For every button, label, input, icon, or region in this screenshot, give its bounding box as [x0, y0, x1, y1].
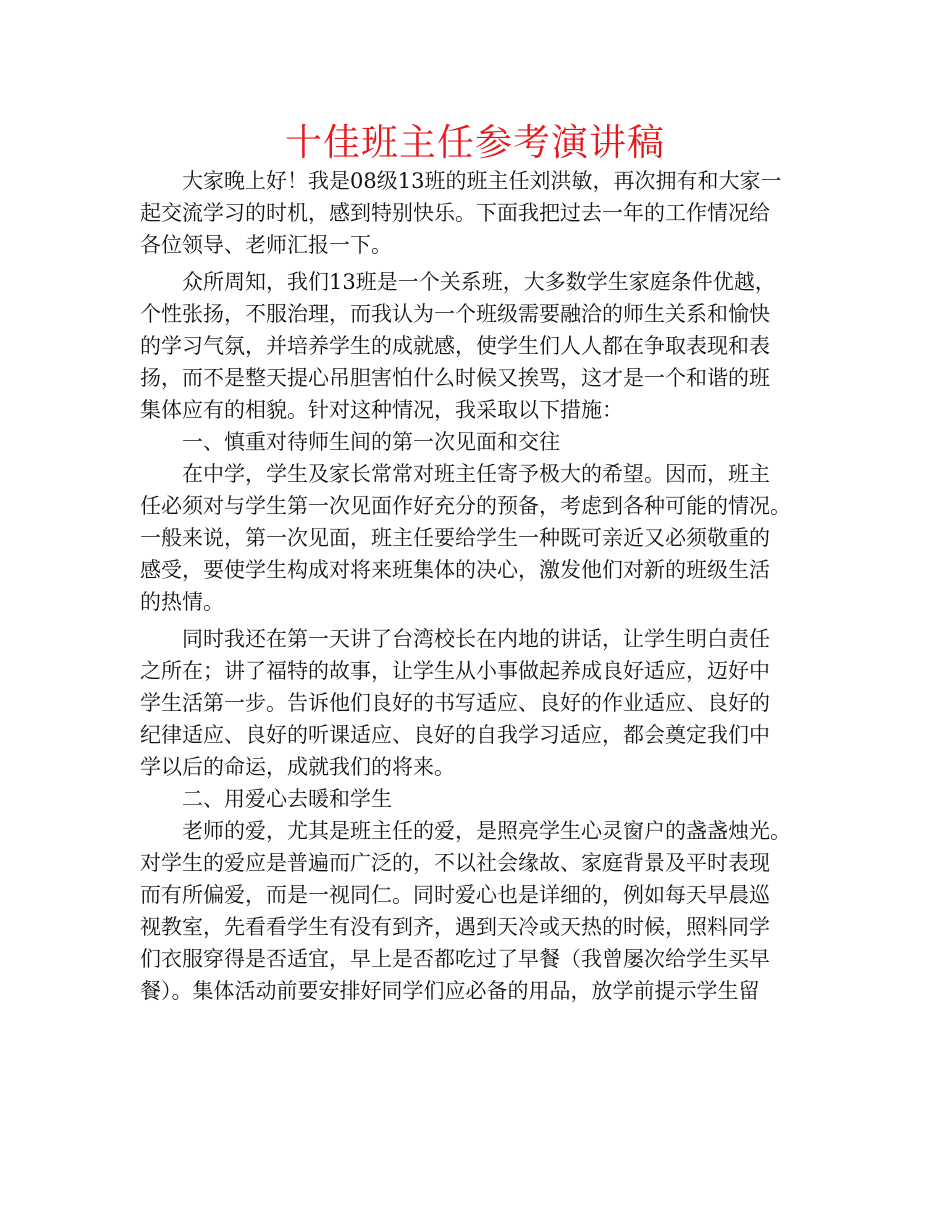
paragraph-line: 之所在；讲了福特的故事，让学生从小事做起养成良好适应，迈好中	[140, 659, 770, 683]
paragraph-line: 的学习气氛，并培养学生的成就感，使学生们人人都在争取表现和表	[140, 334, 770, 358]
paragraph-line: 个性张扬，不服治理，而我认为一个班级需要融洽的师生关系和愉快	[140, 302, 770, 326]
paragraph-line: 各位领导、老师汇报一下。	[140, 233, 392, 257]
section-heading-first-meeting	[140, 426, 820, 458]
paragraph-first-day-talk	[140, 623, 820, 783]
paragraph-line: 众所周知，我们13班是一个关系班，大多数学生家庭条件优越，	[182, 270, 776, 294]
document-title: 十佳班主任参考演讲稿	[285, 121, 665, 164]
section-heading: 二、用爱心去暖和学生	[182, 787, 392, 811]
paragraph-line: 老师的爱，尤其是班主任的爱，是照亮学生心灵窗户的盏盏烛光。	[182, 819, 791, 843]
section-heading-love	[140, 783, 820, 815]
paragraph-line: 起交流学习的时机，感到特别快乐。下面我把过去一年的工作情况给	[140, 201, 770, 225]
paragraph-line: 学以后的命运，成就我们的将来。	[140, 755, 455, 779]
document-body	[140, 165, 820, 1007]
paragraph-line: 一般来说，第一次见面，班主任要给学生一种既可亲近又必须敬重的	[140, 526, 770, 550]
paragraph-line: 在中学，学生及家长常常对班主任寄予极大的希望。因而，班主	[182, 462, 770, 486]
paragraph-line: 大家晚上好！我是08级13班的班主任刘洪敏，再次拥有和大家一	[182, 169, 782, 193]
paragraph-first-meeting	[140, 458, 820, 618]
paragraph-line: 扬，而不是整天提心吊胆害怕什么时候又挨骂，这才是一个和谐的班	[140, 366, 770, 390]
paragraph-line: 学生活第一步。告诉他们良好的书写适应、良好的作业适应、良好的	[140, 691, 770, 715]
paragraph-greeting	[140, 165, 820, 261]
section-heading: 一、慎重对待师生间的第一次见面和交往	[182, 430, 560, 454]
paragraph-line: 感受，要使学生构成对将来班集体的决心，激发他们对新的班级生活	[140, 558, 770, 582]
paragraph-line: 餐）。集体活动前要安排好同学们应必备的用品，放学前提示学生留	[140, 979, 760, 1003]
paragraph-line: 纪律适应、良好的听课适应、良好的自我学习适应，都会奠定我们中	[140, 723, 770, 747]
paragraph-line: 同时我还在第一天讲了台湾校长在内地的讲话，让学生明白责任	[182, 627, 770, 651]
paragraph-line: 们衣服穿得是否适宜，早上是否都吃过了早餐（我曾屡次给学生买早	[140, 947, 770, 971]
paragraph-teacher-love	[140, 815, 820, 1007]
paragraph-line: 视教室，先看看学生有没有到齐，遇到天冷或天热的时候，照料同学	[140, 915, 770, 939]
paragraph-line: 集体应有的相貌。针对这种情况，我采取以下措施：	[140, 398, 623, 422]
paragraph-line: 的热情。	[140, 590, 224, 614]
paragraph-class-situation	[140, 266, 820, 426]
paragraph-line: 任必须对与学生第一次见面作好充分的预备，考虑到各种可能的情况。	[140, 494, 791, 518]
paragraph-line: 而有所偏爱，而是一视同仁。同时爱心也是详细的，例如每天早晨巡	[140, 883, 770, 907]
paragraph-line: 对学生的爱应是普遍而广泛的，不以社会缘故、家庭背景及平时表现	[140, 851, 770, 875]
